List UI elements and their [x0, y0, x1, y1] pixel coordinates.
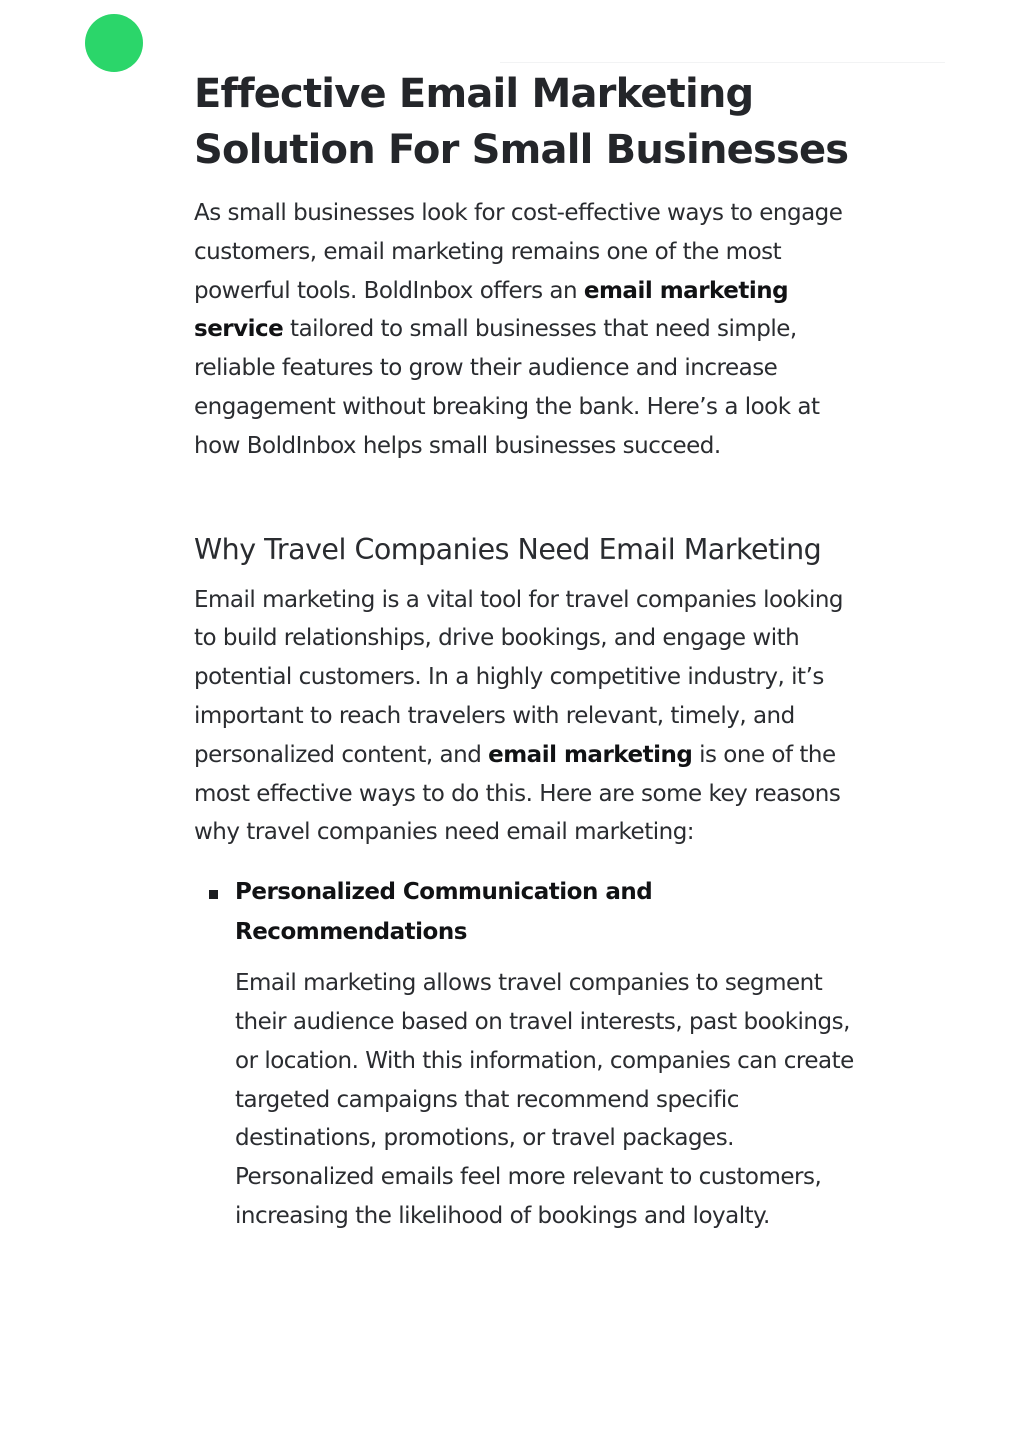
- intro-text-end: tailored to small businesses that need simple, reliable features to grow their audience and increase engagement without breaking the bank. Here’s a look at how BoldInbox helps small businesses succeed.: [194, 316, 820, 459]
- section-emphasis: email marketing: [488, 741, 693, 768]
- article: [194, 66, 862, 1236]
- intro-emphasis: email marketing service: [194, 277, 789, 343]
- section-heading: Why Travel Companies Need Email Marketing: [194, 532, 822, 566]
- section-text-end: is one of the most effective ways to do this. Here are some key reasons why travel companies need email marketing:: [194, 741, 841, 846]
- list-item: [235, 872, 862, 1236]
- intro-text-start: As small businesses look for cost-effective ways to engage customers, email marketing remains one of the most powerful tools. BoldInbox offers an: [194, 200, 843, 304]
- square-bullet-icon: [209, 890, 218, 899]
- reasons-list: [194, 872, 862, 1236]
- list-item-title: Personalized Communication and Recommendations: [235, 879, 653, 946]
- article-title: Effective Email Marketing Solution For Small Businesses: [194, 71, 849, 173]
- list-item-text: Email marketing allows travel companies to segment their audience based on travel interests, past bookings, or location. With this information, companies can create targeted campaigns that recommend specific destinations, promotions, or travel packages. Personalized emails feel more relevant to customers, increasing the likelihood of bookings and loyalty.: [235, 970, 854, 1229]
- section-text-start: Email marketing is a vital tool for travel companies looking to build relationships, drive bookings, and engage with potential customers. In a highly competitive industry, it’s important to reach travelers with relevant, timely, and personalized content, and: [194, 586, 844, 768]
- top-divider: [500, 62, 945, 63]
- brand-green-shape: [85, 0, 143, 72]
- section-paragraph: [194, 581, 862, 853]
- intro-paragraph: [194, 194, 862, 466]
